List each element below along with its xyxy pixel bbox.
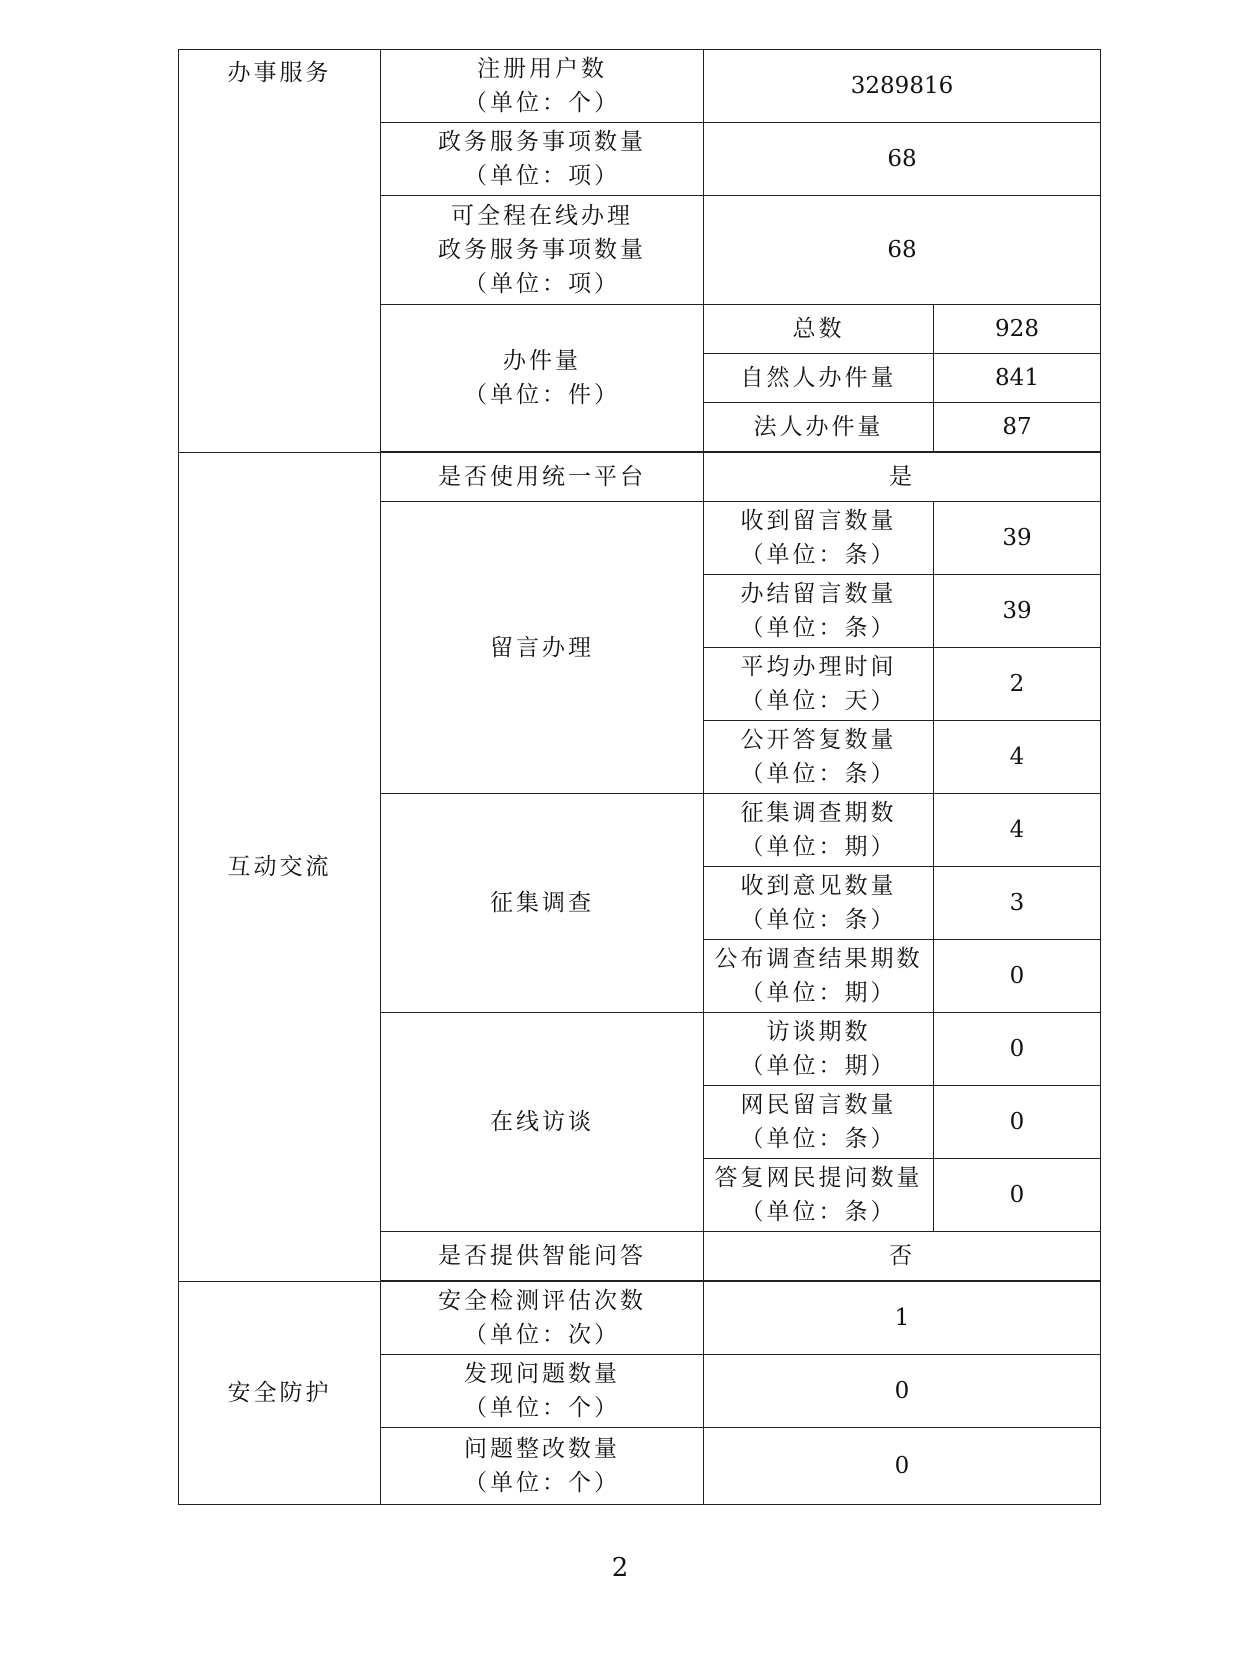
label-service-items: 政务服务事项数量 （单位：项） [381, 123, 704, 196]
value-cases-legal: 87 [934, 403, 1101, 452]
label-issues-found: 发现问题数量 （单位：个） [381, 1355, 704, 1428]
value-survey-results: 0 [934, 940, 1101, 1013]
category-security: 安全防护 [179, 1282, 381, 1505]
table-row [179, 1282, 1101, 1355]
label-registered-users: 注册用户数 （单位：个） [381, 50, 704, 123]
label-messages: 留言办理 [381, 502, 704, 794]
label-interview-replies: 答复网民提问数量 （单位：条） [704, 1159, 934, 1232]
label-online-items: 可全程在线办理 政务服务事项数量 （单位：项） [381, 196, 704, 305]
value-issues-fixed: 0 [704, 1428, 1101, 1505]
value-service-items: 68 [704, 123, 1101, 196]
value-survey-periods: 4 [934, 794, 1101, 867]
value-messages-received: 39 [934, 502, 1101, 575]
label-messages-closed: 办结留言数量 （单位：条） [704, 575, 934, 648]
label-messages-avg-time: 平均办理时间 （单位：天） [704, 648, 934, 721]
label-survey-periods: 征集调查期数 （单位：期） [704, 794, 934, 867]
value-cases-total: 928 [934, 305, 1101, 354]
value-security-checks: 1 [704, 1282, 1101, 1355]
label-messages-public: 公开答复数量 （单位：条） [704, 721, 934, 794]
label-smart-qa: 是否提供智能问答 [381, 1232, 704, 1281]
label-interview: 在线访谈 [381, 1013, 704, 1232]
value-smart-qa: 否 [704, 1232, 1101, 1281]
value-registered-users: 3289816 [704, 50, 1101, 123]
value-survey-opinions: 3 [934, 867, 1101, 940]
value-unified-platform: 是 [704, 453, 1101, 502]
value-cases-natural: 841 [934, 354, 1101, 403]
category-interaction: 互动交流 [179, 453, 381, 1282]
label-security-checks: 安全检测评估次数 （单位：次） [381, 1282, 704, 1355]
page-number: 2 [611, 1553, 629, 1583]
statistics-table [178, 49, 1101, 1505]
value-messages-closed: 39 [934, 575, 1101, 648]
value-interview-replies: 0 [934, 1159, 1101, 1232]
label-cases: 办件量 （单位：件） [381, 305, 704, 452]
label-interview-messages: 网民留言数量 （单位：条） [704, 1086, 934, 1159]
statistics-table-container [178, 49, 1100, 1505]
label-survey: 征集调查 [381, 794, 704, 1013]
label-issues-fixed: 问题整改数量 （单位：个） [381, 1428, 704, 1505]
table-row [179, 50, 1101, 123]
label-cases-natural: 自然人办件量 [704, 354, 934, 403]
label-survey-opinions: 收到意见数量 （单位：条） [704, 867, 934, 940]
label-survey-results: 公布调查结果期数 （单位：期） [704, 940, 934, 1013]
label-unified-platform: 是否使用统一平台 [381, 453, 704, 502]
table-row [179, 453, 1101, 502]
value-issues-found: 0 [704, 1355, 1101, 1428]
label-messages-received: 收到留言数量 （单位：条） [704, 502, 934, 575]
value-online-items: 68 [704, 196, 1101, 305]
value-messages-avg-time: 2 [934, 648, 1101, 721]
value-interview-periods: 0 [934, 1013, 1101, 1086]
value-messages-public: 4 [934, 721, 1101, 794]
category-service: 办事服务 [179, 50, 381, 453]
label-cases-total: 总数 [704, 305, 934, 354]
value-interview-messages: 0 [934, 1086, 1101, 1159]
label-interview-periods: 访谈期数 （单位：期） [704, 1013, 934, 1086]
label-cases-legal: 法人办件量 [704, 403, 934, 452]
